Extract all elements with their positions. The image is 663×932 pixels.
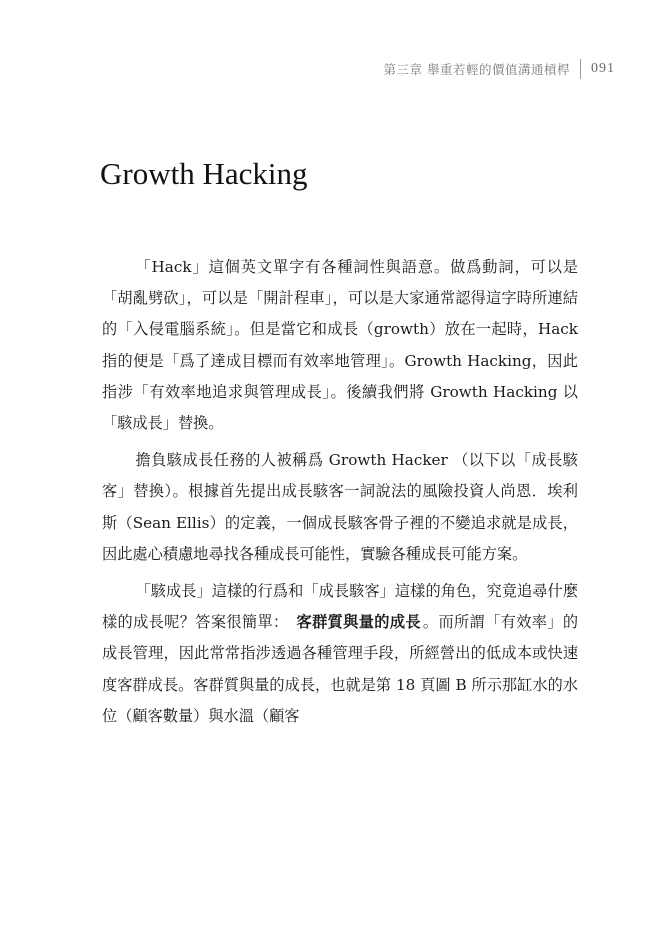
- chapter-title: 第三章 舉重若輕的價值溝通槓桿: [383, 62, 570, 77]
- emphasis-text: 客群質與量的成長: [296, 613, 421, 632]
- page-number: 091: [591, 61, 615, 76]
- paragraph-3-before: 「駭成長」這樣的行爲和「成長駭客」這樣的角色，究竟追尋什麼樣的成長呢？答案很簡單：: [102, 582, 578, 632]
- paragraph-2: 擔負駭成長任務的人被稱爲 Growth Hacker （以下以「成長駭客」替換）。根據首先提出成長駭客一詞說法的風險投資人尚恩．埃利斯（Sean Ellis）的定義，一個成長駭客骨子裡的不變追求就是成長，因此處心積慮地尋找各種成長可能性，實驗各種成長可能方案。: [102, 451, 578, 563]
- paragraph-3-after: 。而所謂「有效率」的成長管理，因此常常指涉透過各種管理手段，所經營出的低成本或快速度客群成長。客群質與量的成長，也就是第 18 頁圖 B 所示那缸水的水位（顧客數量）與水溫（顧客: [102, 613, 579, 725]
- paragraph-3: [102, 576, 578, 732]
- body-text: [102, 252, 578, 738]
- header-divider: [580, 59, 581, 79]
- paragraph-1: 「Hack」這個英文單字有各種詞性與語意。做爲動詞，可以是「胡亂劈砍」，可以是「開計程車」，可以是大家通常認得這字時所連結的「入侵電腦系統」。但是當它和成長（growth）放在一起時，Hack 指的便是「爲了達成目標而有效率地管理」。Growth Hacking，因此指涉「有效率地追求與管理成長」。後續我們將 Growth Hacking 以「駭成長」替換。: [102, 258, 578, 433]
- running-header: [384, 58, 615, 80]
- section-title: Growth Hacking: [100, 156, 308, 191]
